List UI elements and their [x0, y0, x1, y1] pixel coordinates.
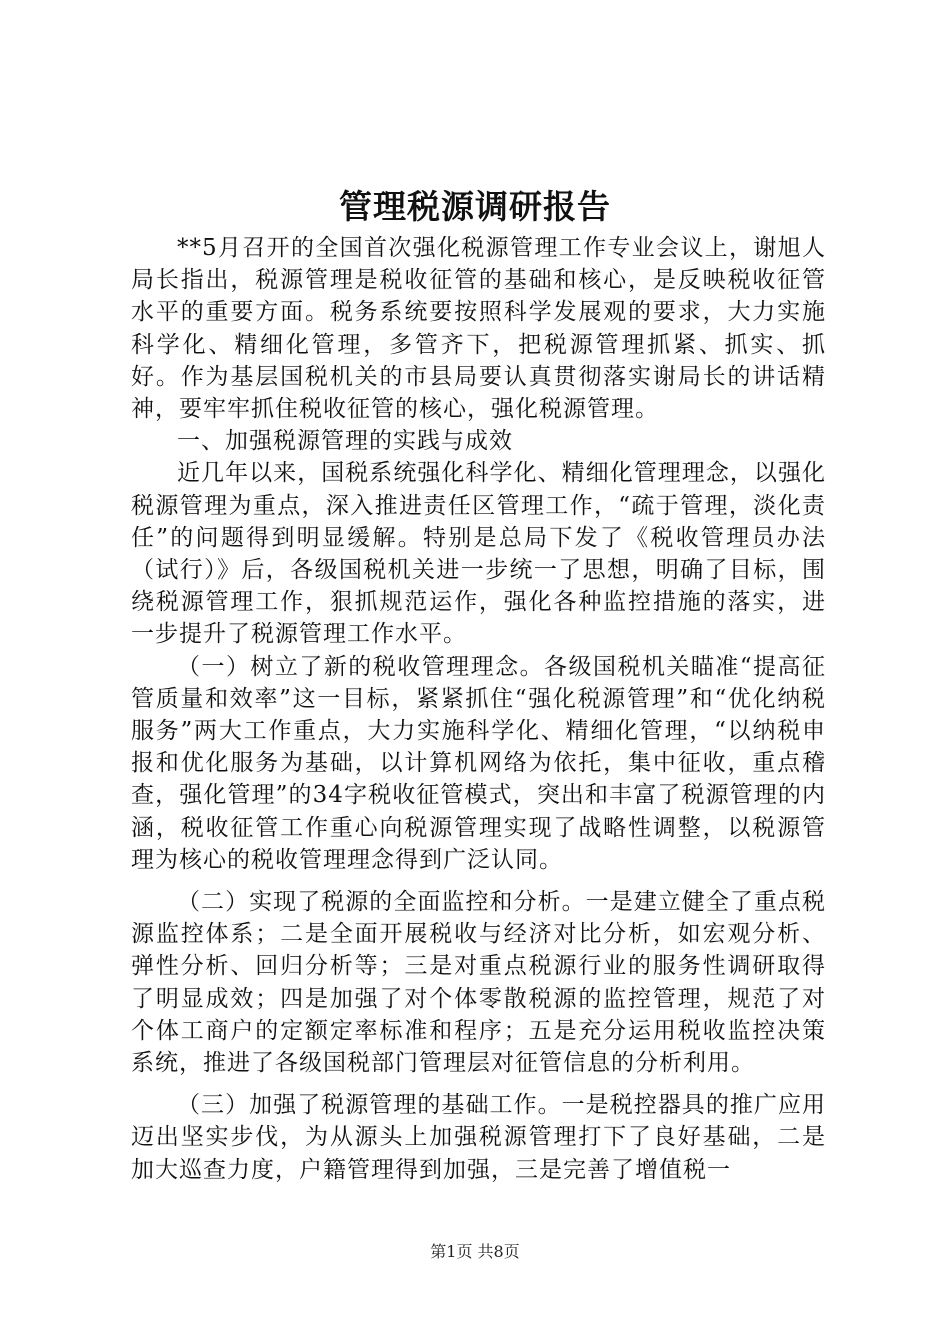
- document-title: 管理税源调研报告: [339, 187, 611, 226]
- page-number-footer: 第1页 共8页: [430, 1242, 520, 1261]
- paragraph-item-1: （一）树立了新的税收管理理念。各级国税机关瞄准“提高征管质量和效率”这一目标，紧紧抓住“强化税源管理”和“优化纳税服务”两大工作重点，大力实施科学化、精细化管理，“以纳税申报和优化服务为基础，以计算机网络为依托，集中征收，重点稽查，强化管理”的34字税收征管模式，突出和丰富了税源管理的内涵，税收征管工作重心向税源管理实现了战略性调整，以税源管理为核心的税收管理理念得到广泛认同。: [131, 653, 826, 873]
- paragraph-intro: **5月召开的全国首次强化税源管理工作专业会议上，谢旭人局长指出，税源管理是税收征管的基础和核心，是反映税收征管水平的重要方面。税务系统要按照科学发展观的要求，大力实施科学化、精细化管理，多管齐下，把税源管理抓紧、抓实、抓好。作为基层国税机关的市县局要认真贯彻落实谢局长的讲话精神，要牢牢抓住税收征管的核心，强化税源管理。: [131, 235, 826, 423]
- document-body: [131, 232, 826, 1186]
- paragraph-item-3: （三）加强了税源管理的基础工作。一是税控器具的推广应用迈出坚实步伐，为从源头上加强税源管理打下了良好基础，二是加大巡查力度，户籍管理得到加强，三是完善了增值税一: [131, 1092, 826, 1183]
- section-heading: 一、加强税源管理的实践与成效: [177, 428, 513, 455]
- paragraph-overview: 近几年以来，国税系统强化科学化、精细化管理理念，以强化税源管理为重点，深入推进责任区管理工作，“疏于管理，淡化责任”的问题得到明显缓解。特别是总局下发了《税收管理员办法（试行）》后，各级国税机关进一步统一了思想，明确了目标，围绕税源管理工作，狠抓规范运作，强化各种监控措施的落实，进一步提升了税源管理工作水平。: [131, 460, 826, 648]
- paragraph-item-2: （二）实现了税源的全面监控和分析。一是建立健全了重点税源监控体系；二是全面开展税收与经济对比分析，如宏观分析、弹性分析、回归分析等；三是对重点税源行业的服务性调研取得了明显成效；四是加强了对个体零散税源的监控管理，规范了对个体工商户的定额定率标准和程序；五是充分运用税收监控决策系统，推进了各级国税部门管理层对征管信息的分析利用。: [131, 889, 826, 1077]
